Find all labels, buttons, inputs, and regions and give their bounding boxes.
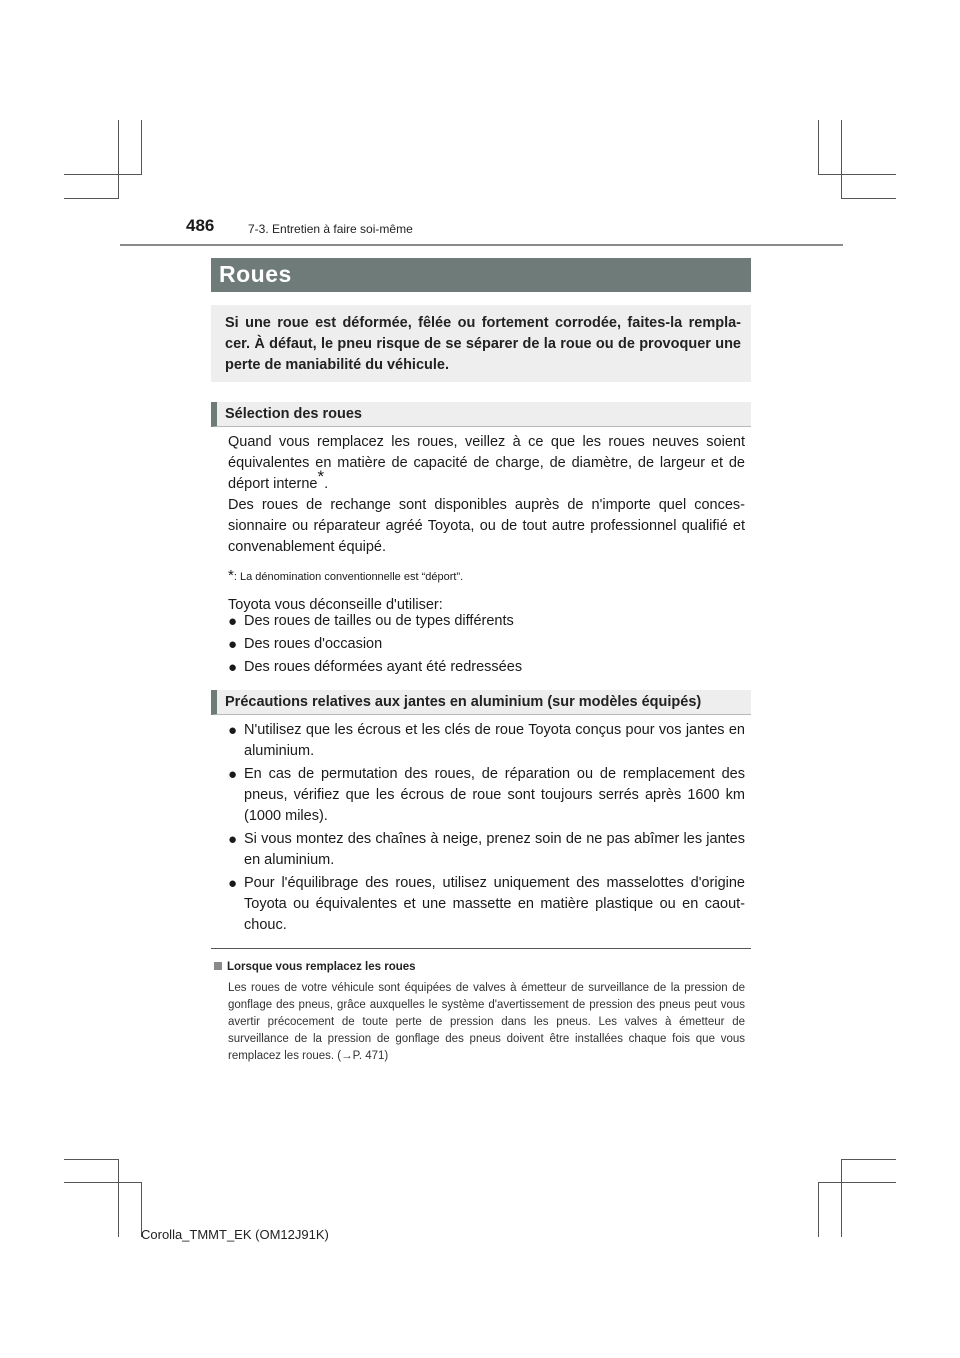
square-bullet-icon [214, 962, 222, 970]
header-divider [120, 244, 843, 246]
list-item [228, 873, 745, 936]
bullet-icon: ● [228, 831, 238, 848]
crop-mark [64, 1159, 119, 1160]
paragraph: Des roues de rechange sont disponibles auprès de n'importe quel conces-sionnaire ou réparateur agréé Toyota, ou de tout autre professionnel qualifié et convenablement équipé. [228, 497, 745, 555]
list-item-text: Si vous montez des chaînes à neige, prenez soin de ne pas abîmer les jantes en aluminium. [244, 831, 745, 868]
crop-mark [64, 174, 142, 175]
wheel-selection-text [228, 432, 745, 616]
bullet-icon: ● [228, 659, 238, 676]
footnote-text: : La dénomination conventionnelle est “déport”. [233, 571, 464, 583]
page-number: 486 [186, 216, 215, 235]
footnote-marker: * [228, 567, 234, 584]
list-item [228, 720, 745, 762]
bullet-icon: ● [228, 722, 238, 739]
page-title-bar [211, 258, 751, 292]
paragraph-text: Quand vous remplacez les roues, veillez à ce que les roues neuves soient équivalentes en matière de capacité de charge, de diamètre, de largeur et de déport interne [228, 434, 745, 492]
list-item [228, 764, 745, 827]
section-heading-label: Sélection des roues [225, 406, 362, 422]
crop-mark [818, 120, 819, 175]
list-item [228, 611, 745, 632]
note-heading [214, 961, 416, 973]
warning-box: Si une roue est déformée, fêlée ou fortement corrodée, faites-la rempla-cer. À défaut, le pneu risque de se séparer de la roue ou de provoquer une perte de maniabilité du véhicule. [211, 305, 751, 382]
document-footer: Corolla_TMMT_EK (OM12J91K) [141, 1227, 329, 1242]
crop-mark [841, 120, 842, 199]
crop-mark [118, 1159, 119, 1237]
note-heading-text: Lorsque vous remplacez les roues [227, 961, 416, 973]
bullet-icon: ● [228, 613, 238, 630]
section-header: 7-3. Entretien à faire soi-même [248, 222, 413, 236]
section-heading-wheel-selection [211, 402, 751, 427]
list-item-text: En cas de permutation des roues, de réparation ou de remplacement des pneus, vérifiez que les écrous de roue sont toujours serrés après 1600 km (1000 miles). [244, 766, 745, 824]
list-item-text: Des roues d'occasion [244, 636, 383, 652]
list-item-text: Des roues de tailles ou de types différents [244, 613, 514, 629]
section-heading-aluminium-precautions [211, 690, 751, 715]
crop-mark [841, 1159, 896, 1160]
crop-mark [118, 120, 119, 199]
bullet-icon: ● [228, 766, 238, 783]
crop-mark [64, 198, 119, 199]
list-item-text: Des roues déformées ayant été redressées [244, 659, 523, 675]
list-item [228, 634, 745, 655]
paragraph-text: . [324, 476, 329, 492]
section-heading-label: Précautions relatives aux jantes en aluminium (sur modèles équipés) [225, 694, 702, 710]
paragraph [228, 432, 745, 495]
crop-mark [141, 120, 142, 175]
crop-mark [818, 1182, 819, 1237]
avoid-wheels-list [228, 611, 745, 680]
aluminium-precautions-list [228, 720, 745, 938]
page-title: Roues [219, 261, 292, 287]
footnote [228, 565, 745, 588]
crop-mark [841, 1159, 842, 1237]
crop-mark [64, 1182, 142, 1183]
note-body: Les roues de votre véhicule sont équipées de valves à émetteur de surveillance de la pression de gonflage des pneus, grâce auxquelles le système d'avertissement de pression des pneus peut vous avertir précocement de toute perte de pression dans les pneus. Les valves à émetteur de surveillance de la pression de gonflage des pneus doivent être installées chaque fois que vous remplacez les roues. (→P. 471) [228, 982, 745, 1062]
paragraph: Toyota vous déconseille d'utiliser: [228, 597, 443, 613]
crop-mark [841, 198, 896, 199]
list-item-text: N'utilisez que les écrous et les clés de roue Toyota conçus pour vos jantes en aluminium. [244, 722, 745, 759]
crop-mark [818, 174, 896, 175]
crop-mark [818, 1182, 896, 1183]
bullet-icon: ● [228, 636, 238, 653]
note-divider [211, 948, 751, 949]
list-item-text: Pour l'équilibrage des roues, utilisez uniquement des masselottes d'origine Toyota ou équivalentes et une massette en matière plastique ou en caout-chouc. [244, 875, 745, 933]
list-item [228, 657, 745, 678]
bullet-icon: ● [228, 875, 238, 892]
footnote-marker: * [317, 467, 325, 486]
list-item [228, 829, 745, 871]
